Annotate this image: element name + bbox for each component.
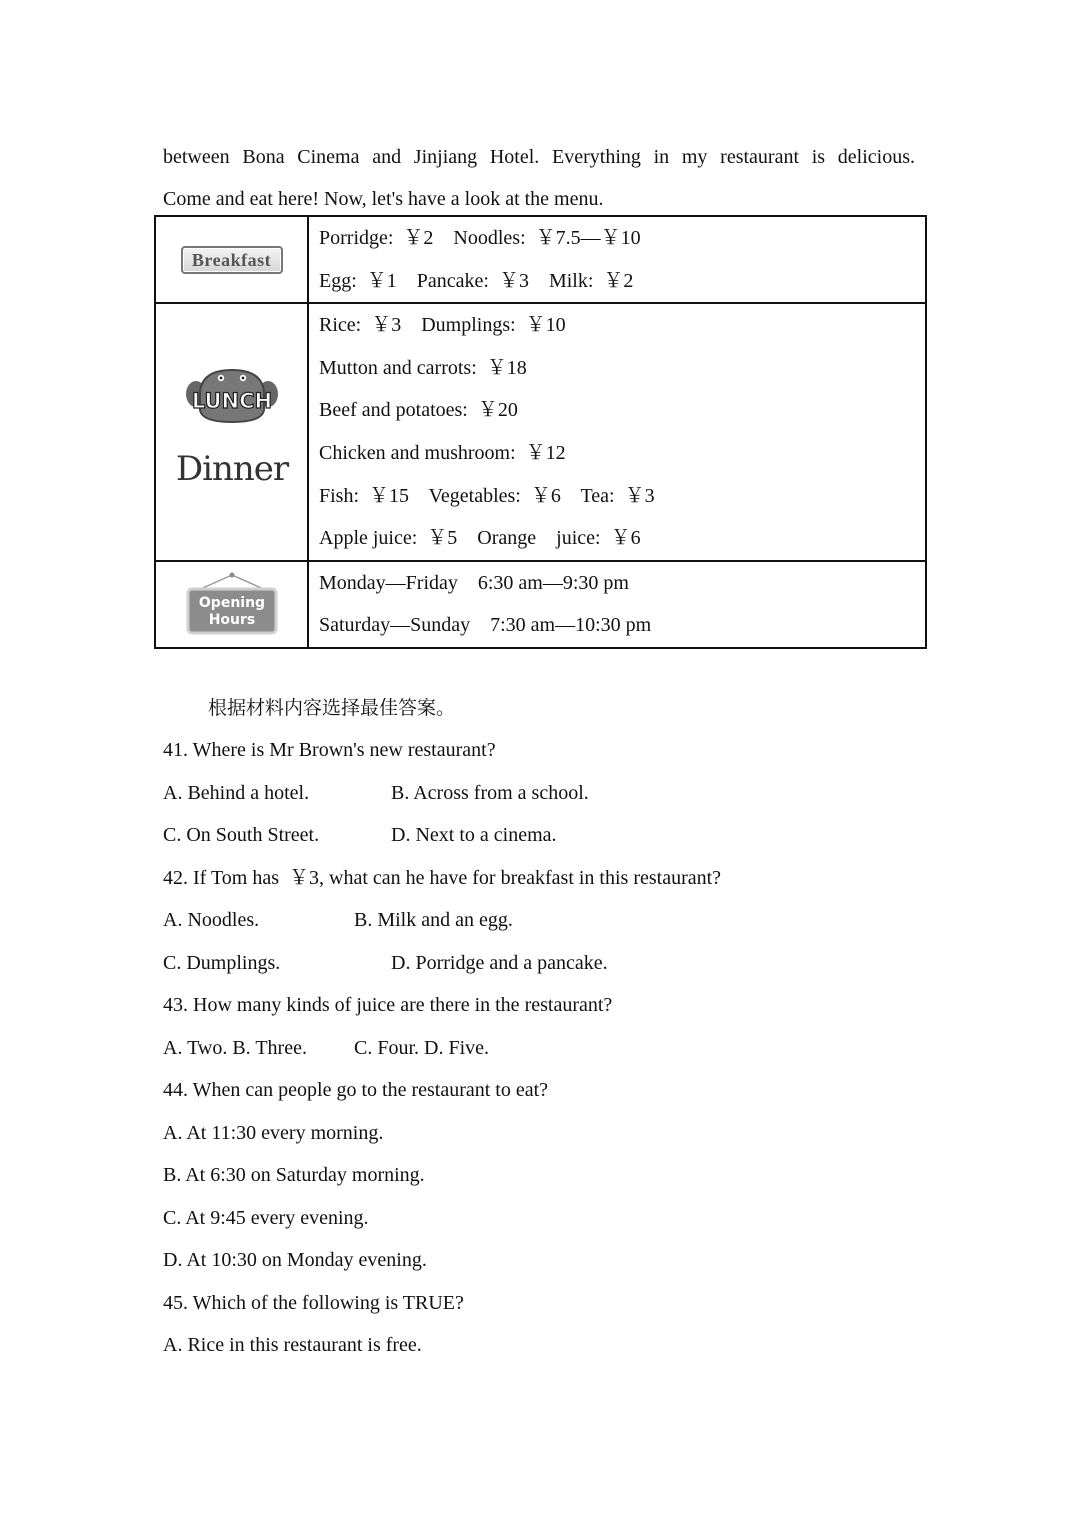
option-41-b: B. Across from a school. (391, 782, 589, 804)
breakfast-row (155, 216, 926, 303)
option-42-b: B. Milk and an egg. (354, 909, 513, 931)
hours-logo-cell (155, 561, 308, 648)
breakfast-prices (308, 216, 926, 303)
lunch-line-1: Rice: ￥3 Dumplings: ￥10 (319, 314, 566, 337)
question-42: 42. If Tom has ￥3, what can he have for breakfast in this restaurant? (163, 867, 722, 889)
lunch-line-2: Mutton and carrots: ￥18 (319, 356, 527, 379)
lunch-line-6: Apple juice: ￥5 Orange juice: ￥6 (319, 527, 641, 550)
intro-line-1: between Bona Cinema and Jinjiang Hotel. Everything in my restaurant is delicious. (163, 146, 915, 168)
menu-table (154, 215, 927, 649)
option-44-c: C. At 9:45 every evening. (163, 1207, 369, 1229)
lunch-dinner-prices (308, 303, 926, 561)
breakfast-logo: Breakfast (181, 246, 283, 274)
lunch-dinner-row (155, 303, 926, 561)
dinner-logo-text: Dinner (175, 448, 288, 489)
options-43-cd: C. Four. D. Five. (354, 1037, 490, 1059)
breakfast-line-1: Porridge: ￥2 Noodles: ￥7.5—￥10 (319, 227, 641, 249)
hours-line-weekend: Saturday—Sunday 7:30 am—10:30 pm (319, 614, 652, 637)
lunch-logo-text: LUNCH (191, 388, 272, 413)
breakfast-line-2: Egg: ￥1 Pancake: ￥3 Milk: ￥2 (319, 269, 634, 292)
option-44-b: B. At 6:30 on Saturday morning. (163, 1164, 425, 1186)
instruction: 根据材料内容选择最佳答案。 (208, 697, 456, 719)
hours-times (308, 561, 926, 648)
option-44-a: A. At 11:30 every morning. (163, 1122, 384, 1144)
lunch-dinner-logo-cell (155, 303, 308, 561)
options-43-ab: A. Two. B. Three. (163, 1037, 307, 1059)
option-44-d: D. At 10:30 on Monday evening. (163, 1249, 427, 1271)
question-43: 43. How many kinds of juice are there in the restaurant? (163, 994, 613, 1016)
dinner-logo (175, 440, 288, 500)
lunch-line-4: Chicken and mushroom: ￥12 (319, 441, 566, 464)
option-41-d: D. Next to a cinema. (391, 824, 557, 846)
lunch-logo (182, 364, 282, 426)
hours-line-weekday: Monday—Friday 6:30 am—9:30 pm (319, 571, 629, 594)
hours-row (155, 561, 926, 648)
question-45: 45. Which of the following is TRUE? (163, 1292, 464, 1314)
opening-hours-line-2: Hours (208, 612, 255, 629)
option-42-a: A. Noodles. (163, 909, 260, 931)
opening-hours-line-1: Opening (198, 595, 265, 612)
option-42-c: C. Dumplings. (163, 952, 281, 974)
intro-line-2: Come and eat here! Now, let's have a look at the menu. (163, 188, 604, 210)
option-41-a: A. Behind a hotel. (163, 782, 310, 804)
question-41: 41. Where is Mr Brown's new restaurant? (163, 739, 496, 761)
opening-hours-sign (182, 571, 282, 637)
lunch-line-3: Beef and potatoes: ￥20 (319, 399, 518, 422)
intro-paragraph (163, 136, 915, 220)
option-41-c: C. On South Street. (163, 824, 320, 846)
lunch-line-5: Fish: ￥15 Vegetables: ￥6 Tea: ￥3 (319, 484, 655, 507)
option-45-a: A. Rice in this restaurant is free. (163, 1334, 422, 1356)
question-44: 44. When can people go to the restaurant to eat? (163, 1079, 549, 1101)
breakfast-logo-cell (155, 216, 308, 303)
option-42-d: D. Porridge and a pancake. (391, 952, 608, 974)
